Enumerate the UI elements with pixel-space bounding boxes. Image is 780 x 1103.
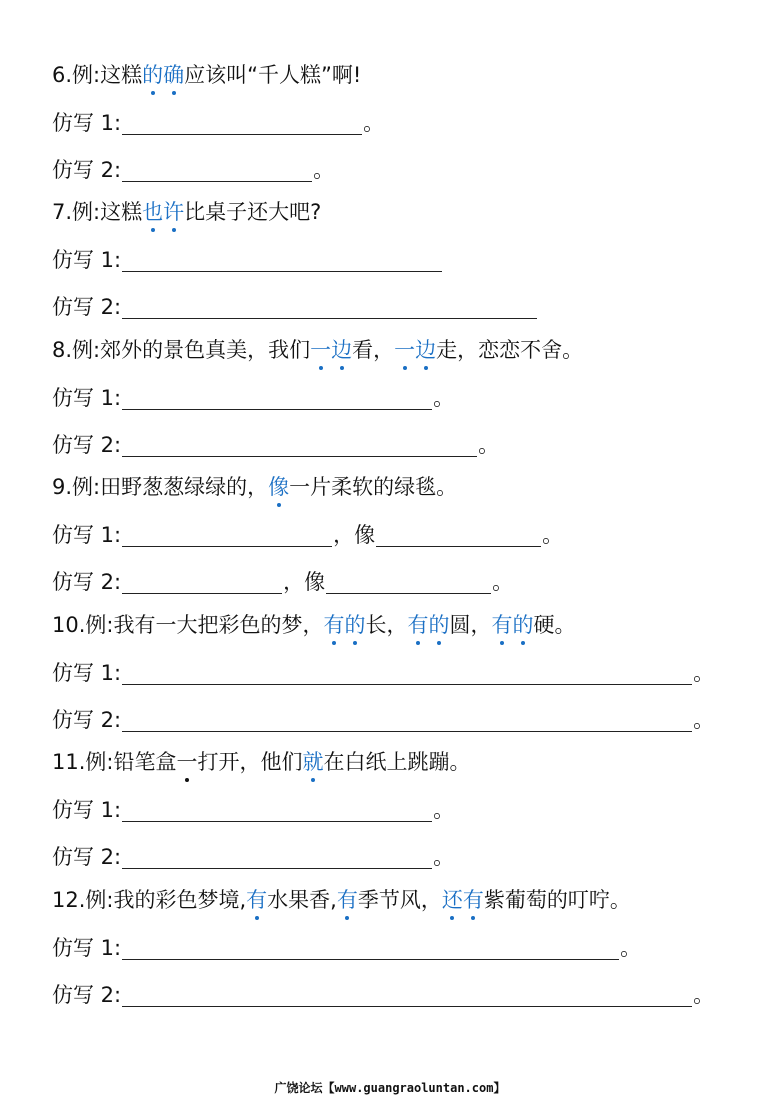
sentence-text: 硬。 — [533, 613, 576, 637]
example-sentence — [52, 56, 361, 90]
emphasis-dot-char: 边 — [415, 335, 436, 365]
imitation-line — [52, 241, 443, 275]
imitation-label: 仿写 2: — [52, 295, 122, 319]
sentence-text: 这糕 — [100, 63, 143, 87]
answer-blank[interactable] — [122, 709, 692, 732]
highlighted-keyword — [337, 885, 358, 915]
example-label: 例: — [72, 338, 101, 362]
imitation-label: 仿写 1: — [52, 661, 122, 685]
highlighted-keyword — [142, 197, 184, 227]
imitation-line — [52, 654, 714, 688]
imitation-line — [52, 563, 513, 597]
sentence-text: 比桌子还大吧? — [184, 200, 322, 224]
imitation-label: 仿写 1: — [52, 523, 122, 547]
sentence-text: 我的彩色梦境, — [113, 888, 247, 912]
imitation-line — [52, 151, 334, 185]
highlighted-keyword — [302, 747, 323, 777]
footer-site: 广饶论坛【www.guangraoluntan.com】 — [274, 1081, 506, 1095]
example-label: 例: — [85, 750, 114, 774]
imitation-line — [52, 791, 454, 825]
emphasis-dot-char: 有 — [463, 885, 484, 915]
sentence-text: 紫葡萄的叮咛。 — [483, 888, 631, 912]
highlighted-keyword — [246, 885, 267, 915]
imitation-line — [52, 976, 714, 1010]
example-label: 例: — [72, 63, 101, 87]
answer-blank[interactable] — [122, 571, 282, 594]
imitation-label: 仿写 2: — [52, 158, 122, 182]
imitation-line — [52, 929, 641, 963]
example-sentence — [52, 743, 470, 777]
imitation-line — [52, 379, 454, 413]
answer-blank[interactable] — [122, 984, 692, 1007]
emphasis-dot-char: 也 — [142, 197, 163, 227]
imitation-line — [52, 838, 454, 872]
emphasis-dot-char: 的 — [428, 610, 449, 640]
end-punctuation: 。 — [313, 158, 335, 182]
sentence-text: 水果香, — [267, 888, 337, 912]
answer-blank[interactable] — [122, 662, 692, 685]
imitation-label: 仿写 2: — [52, 433, 122, 457]
example-label: 例: — [72, 475, 101, 499]
emphasis-dot-char: 就 — [302, 747, 323, 777]
example-sentence — [52, 468, 457, 502]
answer-blank[interactable] — [326, 571, 491, 594]
example-label: 例: — [85, 613, 114, 637]
answer-blank[interactable] — [122, 799, 432, 822]
sentence-text: 我有一大把彩色的梦， — [113, 613, 324, 637]
imitation-line — [52, 701, 714, 735]
imitation-label: 仿写 2: — [52, 983, 122, 1007]
sentence-text: 季节风， — [357, 888, 442, 912]
answer-blank[interactable] — [122, 937, 619, 960]
example-sentence — [52, 331, 583, 365]
example-label: 例: — [85, 888, 114, 912]
emphasis-dot-char: 有 — [337, 885, 358, 915]
end-punctuation: 。 — [492, 570, 514, 594]
sentence-text: 应该叫“千人糕”啊! — [184, 63, 362, 87]
answer-blank[interactable] — [122, 296, 537, 319]
end-punctuation: 。 — [478, 433, 500, 457]
emphasis-dot-char: 有 — [491, 610, 512, 640]
sentence-text: 一片柔软的绿毯。 — [289, 475, 458, 499]
imitation-line — [52, 288, 538, 322]
answer-blank[interactable] — [376, 524, 541, 547]
connector-text: ，像 — [283, 570, 326, 594]
end-punctuation: 。 — [693, 708, 715, 732]
highlighted-keyword — [268, 472, 289, 502]
emphasis-dot-char: 确 — [163, 60, 184, 90]
sentence-text: 田野葱葱绿绿的， — [100, 475, 269, 499]
imitation-label: 仿写 1: — [52, 386, 122, 410]
imitation-label: 仿写 1: — [52, 248, 122, 272]
end-punctuation: 。 — [433, 798, 455, 822]
sentence-text: 长， — [365, 613, 408, 637]
imitation-line — [52, 516, 563, 550]
imitation-label: 仿写 1: — [52, 111, 122, 135]
end-punctuation: 。 — [542, 523, 564, 547]
answer-blank[interactable] — [122, 159, 312, 182]
emphasis-dot-char: 还 — [442, 885, 463, 915]
emphasis-dot-char: 有 — [246, 885, 267, 915]
emphasis-dot-char: 边 — [331, 335, 352, 365]
highlighted-keyword — [394, 335, 436, 365]
sentence-text: 铅笔盒 — [113, 750, 177, 774]
sentence-text: 圆， — [449, 613, 492, 637]
highlighted-keyword — [323, 610, 365, 640]
end-punctuation: 。 — [363, 111, 385, 135]
end-punctuation: 。 — [433, 845, 455, 869]
end-punctuation: 。 — [693, 983, 715, 1007]
answer-blank[interactable] — [122, 387, 432, 410]
highlighted-keyword — [142, 60, 184, 90]
imitation-label: 仿写 1: — [52, 798, 122, 822]
imitation-line — [52, 104, 384, 138]
sentence-text: 在白纸上跳蹦。 — [323, 750, 471, 774]
exercise-number: 8. — [52, 338, 73, 362]
emphasis-dot-char: 一 — [394, 335, 415, 365]
imitation-label: 仿写 2: — [52, 845, 122, 869]
sentence-text: 这糕 — [100, 200, 143, 224]
emphasis-dot-char: 有 — [323, 610, 344, 640]
answer-blank[interactable] — [122, 112, 362, 135]
end-punctuation: 。 — [433, 386, 455, 410]
highlighted-keyword — [407, 610, 449, 640]
exercise-number: 6. — [52, 63, 73, 87]
exercise-number: 9. — [52, 475, 73, 499]
emphasis-dot-char: 的 — [344, 610, 365, 640]
answer-blank[interactable] — [122, 524, 332, 547]
imitation-label: 仿写 2: — [52, 570, 122, 594]
exercise-number: 10. — [52, 613, 86, 637]
emphasis-dot-char: 一 — [176, 747, 197, 777]
emphasis-dot-char: 许 — [163, 197, 184, 227]
emphasis-dot-char: 有 — [407, 610, 428, 640]
answer-blank[interactable] — [122, 434, 477, 457]
sentence-text: 走，恋恋不舍。 — [436, 338, 584, 362]
emphasis-dot-char: 像 — [268, 472, 289, 502]
imitation-label: 仿写 1: — [52, 936, 122, 960]
exercise-number: 7. — [52, 200, 73, 224]
imitation-line — [52, 426, 499, 460]
exercise-number: 12. — [52, 888, 86, 912]
emphasis-dot-char: 一 — [310, 335, 331, 365]
emphasis-dot-char: 的 — [512, 610, 533, 640]
highlighted-keyword — [442, 885, 484, 915]
answer-blank[interactable] — [122, 846, 432, 869]
example-sentence — [52, 606, 575, 640]
exercise-number: 11. — [52, 750, 86, 774]
end-punctuation: 。 — [693, 661, 715, 685]
sentence-text: 打开，他们 — [197, 750, 303, 774]
end-punctuation: 。 — [620, 936, 642, 960]
highlighted-keyword — [310, 335, 352, 365]
sentence-text: 看， — [352, 338, 395, 362]
imitation-label: 仿写 2: — [52, 708, 122, 732]
answer-blank[interactable] — [122, 249, 442, 272]
highlighted-keyword — [491, 610, 533, 640]
example-sentence — [52, 193, 321, 227]
connector-text: ，像 — [333, 523, 376, 547]
emphasis-dot-char: 的 — [142, 60, 163, 90]
sentence-text: 郊外的景色真美，我们 — [100, 338, 311, 362]
example-sentence — [52, 881, 631, 915]
example-label: 例: — [72, 200, 101, 224]
